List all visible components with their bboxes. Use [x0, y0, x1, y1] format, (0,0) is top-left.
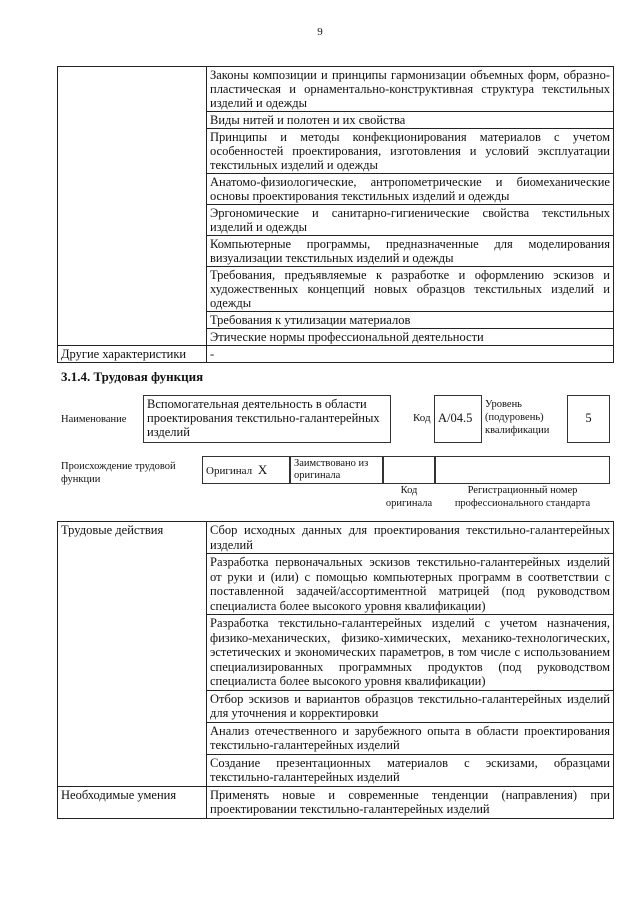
knowledge-table [57, 66, 614, 363]
function-name-box: Вспомогательная деятельность в области проектирования текстильно-галантерейных изделий [143, 395, 391, 443]
knowledge-item: Требования, предъявляемые к разработке и оформлению эскизов и художественных концепций новых образцов текстильных изделий и одежды [207, 267, 614, 312]
knowledge-item: Этические нормы профессиональной деятельности [207, 329, 614, 346]
labor-action-item: Сбор исходных данных для проектирования текстильно-галантерейных изделий [207, 522, 614, 554]
borrowed-box: Заимствовано из оригинала [290, 456, 383, 484]
code-original-caption: Код оригинала [385, 485, 433, 509]
knowledge-item: Эргономические и санитарно-гигиенические свойства текстильных изделий и одежды [207, 205, 614, 236]
function-code-box: A/04.5 [434, 395, 482, 443]
labor-action-item: Отбор эскизов и вариантов образцов текстильно-галантерейных изделий для уточнения и корректировки [207, 690, 614, 722]
original-mark: X [257, 462, 268, 477]
labor-actions-table [57, 521, 614, 819]
registration-number-caption: Регистрационный номер профессионального стандарта [454, 485, 591, 509]
code-original-box [383, 456, 435, 484]
knowledge-item: Виды нитей и полотен и их свойства [207, 112, 614, 129]
other-characteristics-label: Другие характеристики [58, 346, 207, 363]
name-label: Наименование [61, 414, 127, 425]
knowledge-item: Законы композиции и принципы гармонизации объемных форм, образно-пластическая и орнаментально-конструктивная структура текстильных изделий и одежды [207, 67, 614, 112]
registration-number-box [435, 456, 610, 484]
section-heading: 3.1.4. Трудовая функция [61, 369, 204, 384]
knowledge-item: Требования к утилизации материалов [207, 312, 614, 329]
labor-action-item: Создание презентационных материалов с эскизами, образцами текстильно-галантерейных изделий [207, 754, 614, 786]
knowledge-label-cell [58, 67, 207, 346]
origin-label: Происхождение трудовой функции [61, 461, 176, 485]
labor-action-item: Разработка текстильно-галантерейных изделий с учетом назначения, физико-механических, физико-химических, механико-технологических, эстетических и экономических параметров, в том числе с использованием специализированных программных продуктов (под руководством специалиста более высокого уровня квалификации) [207, 615, 614, 691]
labor-action-item: Анализ отечественного и зарубежного опыта в области проектирования текстильно-галантерейных изделий [207, 722, 614, 754]
labor-action-item: Разработка первоначальных эскизов текстильно-галантерейных изделий от руки и (или) с помощью компьютерных программ в соответствии с поставленной задачей/ассортиментной матрицей (под руководством специалиста более высокого уровня квалификации) [207, 554, 614, 615]
other-characteristics-value: - [207, 346, 614, 363]
required-skills-label: Необходимые умения [58, 786, 207, 818]
knowledge-item: Компьютерные программы, предназначенные для моделирования визуализации текстильных изделий и одежды [207, 236, 614, 267]
labor-actions-label: Трудовые действия [58, 522, 207, 787]
knowledge-item: Принципы и методы конфекционирования материалов с учетом особенностей проектирования, изготовления и условий эксплуатации текстильных изделий и одежды [207, 129, 614, 174]
code-label: Код [413, 412, 431, 424]
knowledge-item: Анатомо-физиологические, антропометрические и биомеханические основы проектирования текстильных изделий и одежды [207, 174, 614, 205]
original-label: Оригинал [206, 465, 253, 477]
qualification-level-box: 5 [567, 395, 610, 443]
skill-item: Применять новые и современные тенденции (направления) при проектировании текстильно-галантерейных изделий [207, 786, 614, 818]
original-box [202, 456, 290, 484]
page-number: 9 [317, 26, 323, 38]
qualification-level-label: Уровень (подуровень) квалификации [485, 399, 550, 436]
